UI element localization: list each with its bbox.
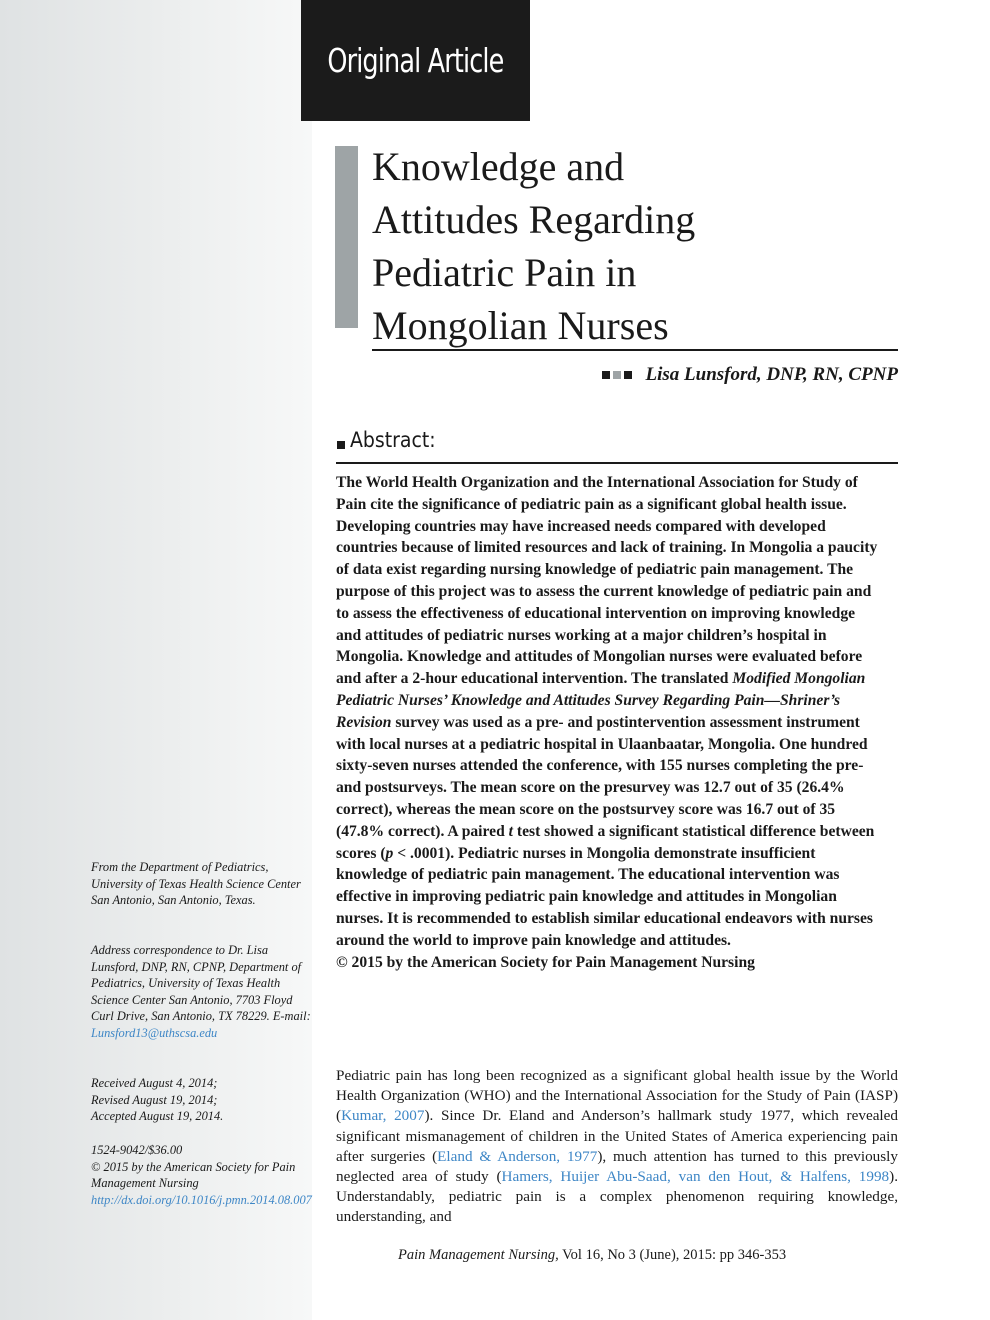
square-bullet-icon xyxy=(337,441,345,449)
page-footer xyxy=(398,1247,786,1264)
journal-name: Pain Management Nursing, xyxy=(398,1247,559,1263)
title-line: Mongolian Nurses xyxy=(372,303,669,348)
author-marker-icon xyxy=(602,371,632,379)
citation-link[interactable]: Eland & Anderson, 1977 xyxy=(437,1147,598,1165)
title-divider xyxy=(372,349,898,351)
article-type-banner xyxy=(301,0,530,121)
sidebar-copyright: © 2015 by the American Society for Pain Management Nursing xyxy=(91,1159,296,1190)
received-date: Received August 4, 2014; xyxy=(91,1076,218,1090)
dates-note xyxy=(91,1075,313,1125)
author-row xyxy=(602,364,898,386)
title-line: Pediatric Pain in xyxy=(372,250,637,295)
author-name: Lisa Lunsford, DNP, RN, CPNP xyxy=(645,364,898,385)
abstract-copyright: © 2015 by the American Society for Pain Management Nursing xyxy=(336,953,755,971)
abstract-divider xyxy=(336,462,898,464)
doi-link[interactable]: http://dx.doi.org/10.1016/j.pmn.2014.08.007 xyxy=(91,1192,312,1207)
email-link[interactable]: Lunsford13@uthscsa.edu xyxy=(91,1025,218,1040)
issn-code: 1524-9042/$36.00 xyxy=(91,1143,183,1157)
abstract-text: The World Health Organization and the International Association for Study of Pain cite the significance of pediatric pain as a significant global health issue. Developing countries may have increased needs compared with developed countries because of limited resources and lack of training. In Mongolia a paucity of data exist regarding nursing knowledge of pediatric pain management. The purpose of this project was to assess the current knowledge of pediatric pain and to assess the effectiveness of educational intervention on improving knowledge and attitudes of pediatric nurses working at a major children’s hospital in Mongolia. Knowledge and attitudes of Mongolian nurses were evaluated before and after a 2-hour educational intervention. The translated Modified Mongolian Pediatric Nurses’ Knowledge and Attitudes Survey Regarding Pain—Shriner’s Revision survey was used as a pre- and postintervention assessment instrument with local nurses at a pediatric hospital in Ulaanbaatar, Mongolia. One hundred sixty-seven nurses attended the conference, with 155 nurses completing the pre- and postsurveys. The mean score on the presurvey was 12.7 out of 35 (26.4% correct), whereas the mean score on the postsurvey score was 16.7 out of 35 (47.8% correct). A paired t test showed a significant statistical difference between scores (p < .0001). Pediatric nurses in Mongolia demonstrate insufficient knowledge of pediatric pain management. The educational intervention was effective in improving pediatric pain knowledge and attitudes in Mongolian nurses. It is recommended to establish similar educational endeavors with nurses around the world to improve pain knowledge and attitudes. © 2015 by the American Society for Pain Management Nursing xyxy=(336,472,884,973)
title-line: Knowledge and xyxy=(372,144,625,189)
title-line: Attitudes Regarding xyxy=(372,197,696,242)
survey-name: Modified Mongolian Pediatric Nurses’ Knowledge and Attitudes Survey Regarding Pain—Shriner’s Revision xyxy=(336,670,866,731)
abstract-heading xyxy=(337,428,436,452)
revised-date: Revised August 19, 2014; xyxy=(91,1092,218,1107)
affiliation-note: From the Department of Pediatrics, University of Texas Health Science Center San Antonio, San Antonio, Texas. xyxy=(91,860,301,907)
article-title xyxy=(372,140,892,352)
title-accent-bar xyxy=(335,146,358,328)
abstract-heading-label: Abstract: xyxy=(350,428,436,452)
publication-note xyxy=(91,1142,313,1208)
article-type-label: Original Article xyxy=(327,41,504,80)
citation-link[interactable]: Kumar, 2007 xyxy=(341,1107,425,1125)
accepted-date: Accepted August 19, 2014. xyxy=(91,1109,224,1123)
issue-info: Vol 16, No 3 (June), 2015: pp 346-353 xyxy=(558,1247,787,1263)
correspondence-note: Address correspondence to Dr. Lisa Lunsford, DNP, RN, CPNP, Department of Pediatrics, University of Texas Health Science Center San Antonio, 7703 Floyd Curl Drive, San Antonio, TX 78229. E-mail: Lunsford13@uthscsa.edu xyxy=(91,943,311,1040)
citation-link[interactable]: Hamers, Huijer Abu-Saad, van den Hout, & Halfens, 1998 xyxy=(501,1168,890,1186)
body-paragraph: Pediatric pain has long been recognized as a significant global health issue by the World Health Organization (WHO) and the International Association for the Study of Pain (IASP) (Kumar, 2007). Since Dr. Eland and Anderson’s hallmark study 1977, which revealed significant mismanagement of children in the United States of America experiencing pain after surgeries (Eland & Anderson, 1977), much attention has turned to this previously neglected area of study (Hamers, Huijer Abu-Saad, van den Hout, & Halfens, 1998). Understandably, pediatric pain is a complex phenomenon requiring knowledge, understanding, and xyxy=(336,1067,898,1226)
